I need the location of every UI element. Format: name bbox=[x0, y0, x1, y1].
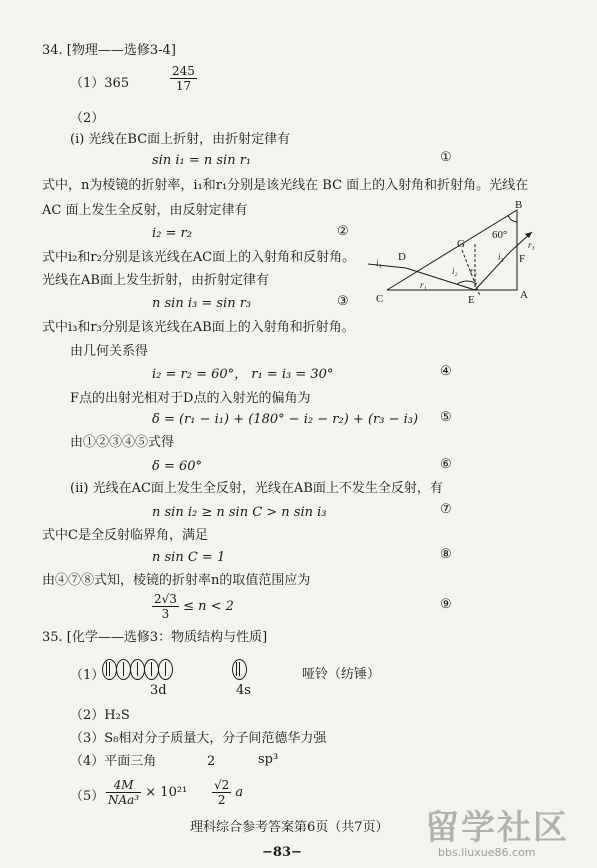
label-i3: i₃ bbox=[498, 252, 504, 262]
q34-i-intro: (i) 光线在BC面上折射，由折射定律有 bbox=[70, 132, 291, 147]
frac-denominator: 17 bbox=[175, 79, 192, 93]
q35-p2: （2）H₂S bbox=[70, 708, 130, 723]
equation-4: i₂ = r₂ = 60°， r₁ = i₃ = 30° bbox=[152, 367, 334, 382]
orbital-box-icon bbox=[130, 659, 145, 680]
mark-8: ⑧ bbox=[440, 547, 452, 562]
q34-line-e: 式中i₃和r₃分别是该光线在AB面上的入射角和折射角。 bbox=[42, 320, 355, 335]
q34-line-j: 由④⑦⑧式知，棱镜的折射率n的取值范围应为 bbox=[42, 573, 311, 588]
equation-8: n sin C = 1 bbox=[152, 550, 226, 565]
q34-part1: （1）365 bbox=[70, 76, 130, 91]
q34-line-b: AC 面上发生全反射，由反射定律有 bbox=[42, 203, 248, 218]
equation-6: δ = 60° bbox=[152, 459, 203, 474]
q35-p6-expr bbox=[212, 778, 243, 807]
p6-var: a bbox=[235, 785, 244, 800]
mark-5: ⑤ bbox=[440, 410, 452, 425]
orbital-box-icon bbox=[144, 659, 159, 680]
mark-6: ⑥ bbox=[440, 457, 452, 472]
frac-numerator: 245 bbox=[172, 64, 195, 78]
orbital-box-icon bbox=[232, 659, 247, 680]
q34-line-d: 光线在AB面上发生折射，由折射定律有 bbox=[42, 273, 269, 288]
q35-p5-label: （5） bbox=[70, 789, 105, 804]
watermark-url: bbs.liuxue86.com bbox=[438, 846, 536, 859]
mark-9: ⑨ bbox=[440, 597, 452, 612]
mark-4: ④ bbox=[440, 364, 452, 379]
equation-1: sin i₁ = n sin r₁ bbox=[152, 153, 252, 168]
footer-text: 理科综合参考答案第6页（共7页） bbox=[190, 820, 389, 835]
equation-2: i₂ = r₂ bbox=[152, 226, 192, 241]
q34-line-h: 由①②③④⑤式得 bbox=[70, 435, 175, 450]
p6-denominator: 2 bbox=[217, 793, 226, 807]
label-d: D bbox=[398, 251, 406, 263]
q35-p4-value: 2 bbox=[207, 754, 216, 769]
label-a: A bbox=[520, 289, 528, 301]
q35-header: 35. [化学——选修3：物质结构与性质] bbox=[42, 630, 268, 645]
label-i2: i₂ bbox=[452, 266, 458, 276]
eq9-denominator: 3 bbox=[161, 607, 170, 621]
incident-ray bbox=[368, 264, 406, 268]
q35-p5-expr bbox=[106, 778, 187, 807]
label-b: B bbox=[515, 200, 523, 211]
q34-line-g: F点的出射光相对于D点的入射光的偏角为 bbox=[70, 391, 311, 406]
q35-p1-shape: 哑铃（纺锤） bbox=[302, 667, 381, 682]
mark-2: ② bbox=[337, 224, 349, 239]
equation-7: n sin i₂ ≥ n sin C > n sin i₃ bbox=[152, 505, 327, 520]
q34-line-a: 式中，n为棱镜的折射率，i₁和r₁分别是该光线在 BC 面上的入射角和折射角。光线在 bbox=[42, 178, 529, 193]
q35-p1-label: （1） bbox=[70, 668, 105, 683]
page-number: −83− bbox=[262, 845, 302, 860]
p5-denominator: NAa³ bbox=[108, 793, 140, 807]
q34-line-c: 式中i₂和r₂分别是该光线在AC面上的入射角和反射角。 bbox=[42, 250, 356, 265]
label-r3: r₃ bbox=[528, 240, 535, 250]
label-i1: i₁ bbox=[376, 258, 382, 268]
label-angle-b: 60° bbox=[492, 229, 508, 241]
mark-3: ③ bbox=[337, 294, 349, 309]
prism-outline bbox=[387, 210, 517, 290]
label-e: E bbox=[468, 294, 475, 306]
q34-header: 34. [物理——选修3-4] bbox=[42, 43, 176, 58]
q35-p4-label: （4）平面三角 bbox=[70, 754, 157, 769]
eq9-numerator: 2√3 bbox=[154, 592, 177, 606]
q35-p4-hybrid: sp³ bbox=[258, 752, 279, 767]
orbital-3d-label: 3d bbox=[150, 683, 167, 698]
angle-arc-e bbox=[457, 281, 477, 284]
q34-line-i: 式中C是全反射临界角，满足 bbox=[42, 528, 208, 543]
label-c: C bbox=[376, 293, 384, 305]
angle-arc-b bbox=[508, 216, 517, 222]
mark-1: ① bbox=[440, 150, 452, 165]
label-g: G bbox=[457, 238, 465, 250]
q34-part2-label: （2） bbox=[70, 111, 105, 126]
label-r2: r₂ bbox=[470, 266, 477, 276]
orbital-4s bbox=[232, 659, 246, 680]
eq9-rest: ≤ n < 2 bbox=[183, 599, 234, 614]
prism-diagram bbox=[362, 200, 542, 315]
orbital-box-icon bbox=[116, 659, 131, 680]
q34-part1-fraction bbox=[170, 64, 197, 93]
equation-9 bbox=[152, 592, 234, 621]
orbital-4s-label: 4s bbox=[236, 683, 251, 698]
equation-5: δ = (r₁ − i₁) + (180° − i₂ − r₂) + (r₃ − i₃) bbox=[152, 412, 419, 427]
watermark-brand: 留学社区 bbox=[425, 808, 569, 848]
q34-line-f: 由几何关系得 bbox=[70, 344, 149, 359]
orbital-box-icon bbox=[102, 659, 117, 680]
label-f: F bbox=[519, 253, 526, 265]
mark-7: ⑦ bbox=[440, 502, 452, 517]
orbital-3d bbox=[102, 659, 172, 680]
p6-numerator: √2 bbox=[214, 778, 230, 792]
orbital-box-icon bbox=[158, 659, 173, 680]
label-r1: r₁ bbox=[420, 280, 427, 290]
q34-ii-intro: (ii) 光线在AC面上发生全反射，光线在AB面上不发生全反射，有 bbox=[70, 481, 443, 496]
equation-3: n sin i₃ = sin r₃ bbox=[152, 296, 252, 311]
q35-p3: （3）S₈相对分子质量大，分子间范德华力强 bbox=[70, 731, 327, 746]
p5-multiplier: × 10²¹ bbox=[145, 785, 188, 800]
p5-numerator: 4M bbox=[106, 778, 141, 793]
